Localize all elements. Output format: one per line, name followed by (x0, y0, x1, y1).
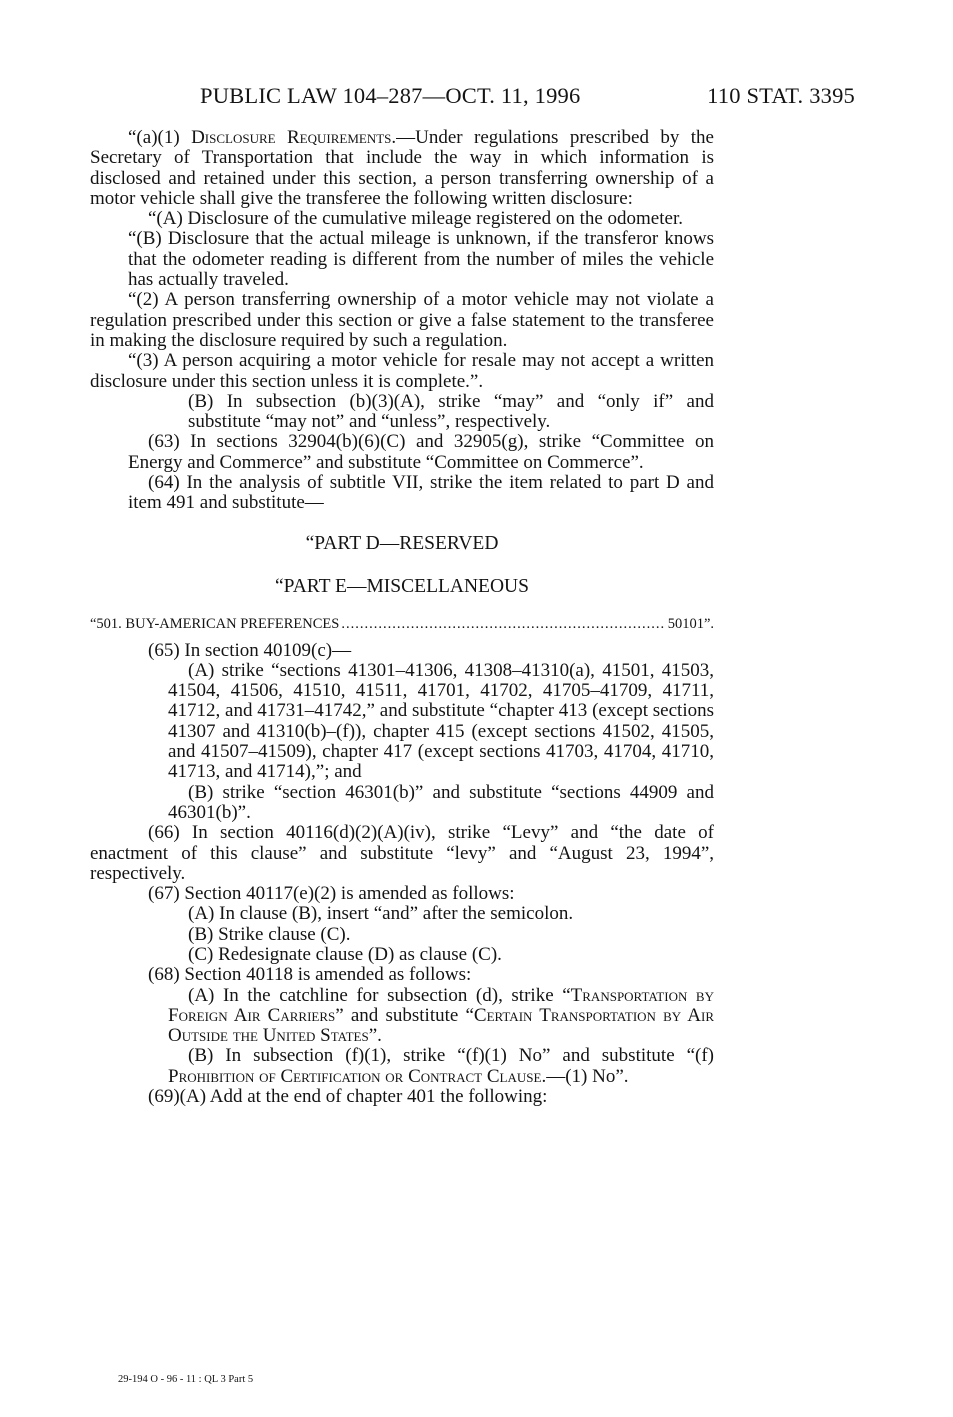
heading-part-e: “PART E—MISCELLANEOUS (275, 575, 529, 597)
paragraph-a1-B: “(B) Disclosure that the actual mileage is unknown, if the transferor knows that the odometer reading is different from the number of miles the vehicle has actually traveled. (128, 228, 714, 291)
amendment-65A: (A) strike “sections 41301–41306, 41308–41310(a), 41501, 41503, 41504, 41506, 41510, 41511, 41701, 41702, 41705–41709, 41711, 41712, and 41731–41742,” and substitute “chapter 413 (except sections 41307 and 41310(b)–(f)), chapter 415 (except sections 41502, 41505, and 41507–41509), chapter 417 (except sections 41703, 41704, 41710, 41713, and 41714),”; and (168, 659, 714, 783)
amendment-65B: (B) strike “section 46301(b)” and substitute “sections 44909 and 46301(b)”. (168, 781, 714, 823)
toc-entry-page: 50101”. (667, 616, 714, 633)
paragraph-63: (63) In sections 32904(b)(6)(C) and 32905(g), strike “Committee on Energy and Commerce” and substitute “Committee on Commerce”. (128, 431, 714, 473)
paragraph-a1-A: “(A) Disclosure of the cumulative mileage registered on the odometer. (148, 208, 683, 230)
toc-entry (90, 614, 714, 634)
amendment-69: (69)(A) Add at the end of chapter 401 the following: (148, 1086, 548, 1108)
amendment-65: (65) In section 40109(c)— (148, 639, 352, 661)
paragraph-a1: “(a)(1) Disclosure Requirements.—Under regulations prescribed by the Secretary of Transportation that include the way in which information is disclosed and retained under this section, a person transferring ownership of a motor vehicle shall give the transferee the following written disclosure: (90, 127, 714, 209)
running-header-title: PUBLIC LAW 104–287—OCT. 11, 1996 (200, 83, 581, 108)
amendment-68A: (A) In the catchline for subsection (d), strike “Transportation by Foreign Air Carriers” and substitute “Certain Transportation by Air Outside the United States”. (168, 984, 714, 1047)
document-body (90, 128, 714, 1107)
amendment-67B: (B) Strike clause (C). (188, 923, 351, 945)
running-header-page: 110 STAT. 3395 (707, 83, 855, 108)
amendment-67A: (A) In clause (B), insert “and” after the semicolon. (188, 903, 574, 925)
heading-part-d: “PART D—RESERVED (305, 532, 499, 554)
paragraph-a2: “(2) A person transferring ownership of a motor vehicle may not violate a regulation prescribed under this section or give a false statement to the transferee in making the disclosure required by such a regulation. (90, 289, 714, 351)
paragraph-64: (64) In the analysis of subtitle VII, strike the item related to part D and item 491 and substitute— (128, 472, 714, 514)
amendment-67C: (C) Redesignate clause (D) as clause (C). (188, 943, 502, 965)
amendment-68B: (B) In subsection (f)(1), strike “(f)(1) No” and substitute “(f) Prohibition of Certification or Contract Clause.—(1) No”. (168, 1045, 714, 1087)
print-job-footer: 29-194 O - 96 - 11 : QL 3 Part 5 (118, 1374, 254, 1385)
toc-leader-dots (341, 614, 665, 634)
amendment-68: (68) Section 40118 is amended as follows: (148, 964, 472, 986)
amendment-66: (66) In section 40116(d)(2)(A)(iv), strike “Levy” and “the date of enactment of this clause” and substitute “levy” and “August 23, 1994”, respectively. (90, 822, 714, 884)
paragraph-62B: (B) In subsection (b)(3)(A), strike “may” and “only if” and substitute “may not” and “unless”, respectively. (188, 390, 714, 433)
amendment-67: (67) Section 40117(e)(2) is amended as follows: (148, 883, 515, 905)
toc-entry-label: “501. BUY-AMERICAN PREFERENCES (90, 616, 340, 633)
paragraph-a3: “(3) A person acquiring a motor vehicle for resale may not accept a written disclosure under this section unless it is complete.”. (90, 350, 714, 392)
